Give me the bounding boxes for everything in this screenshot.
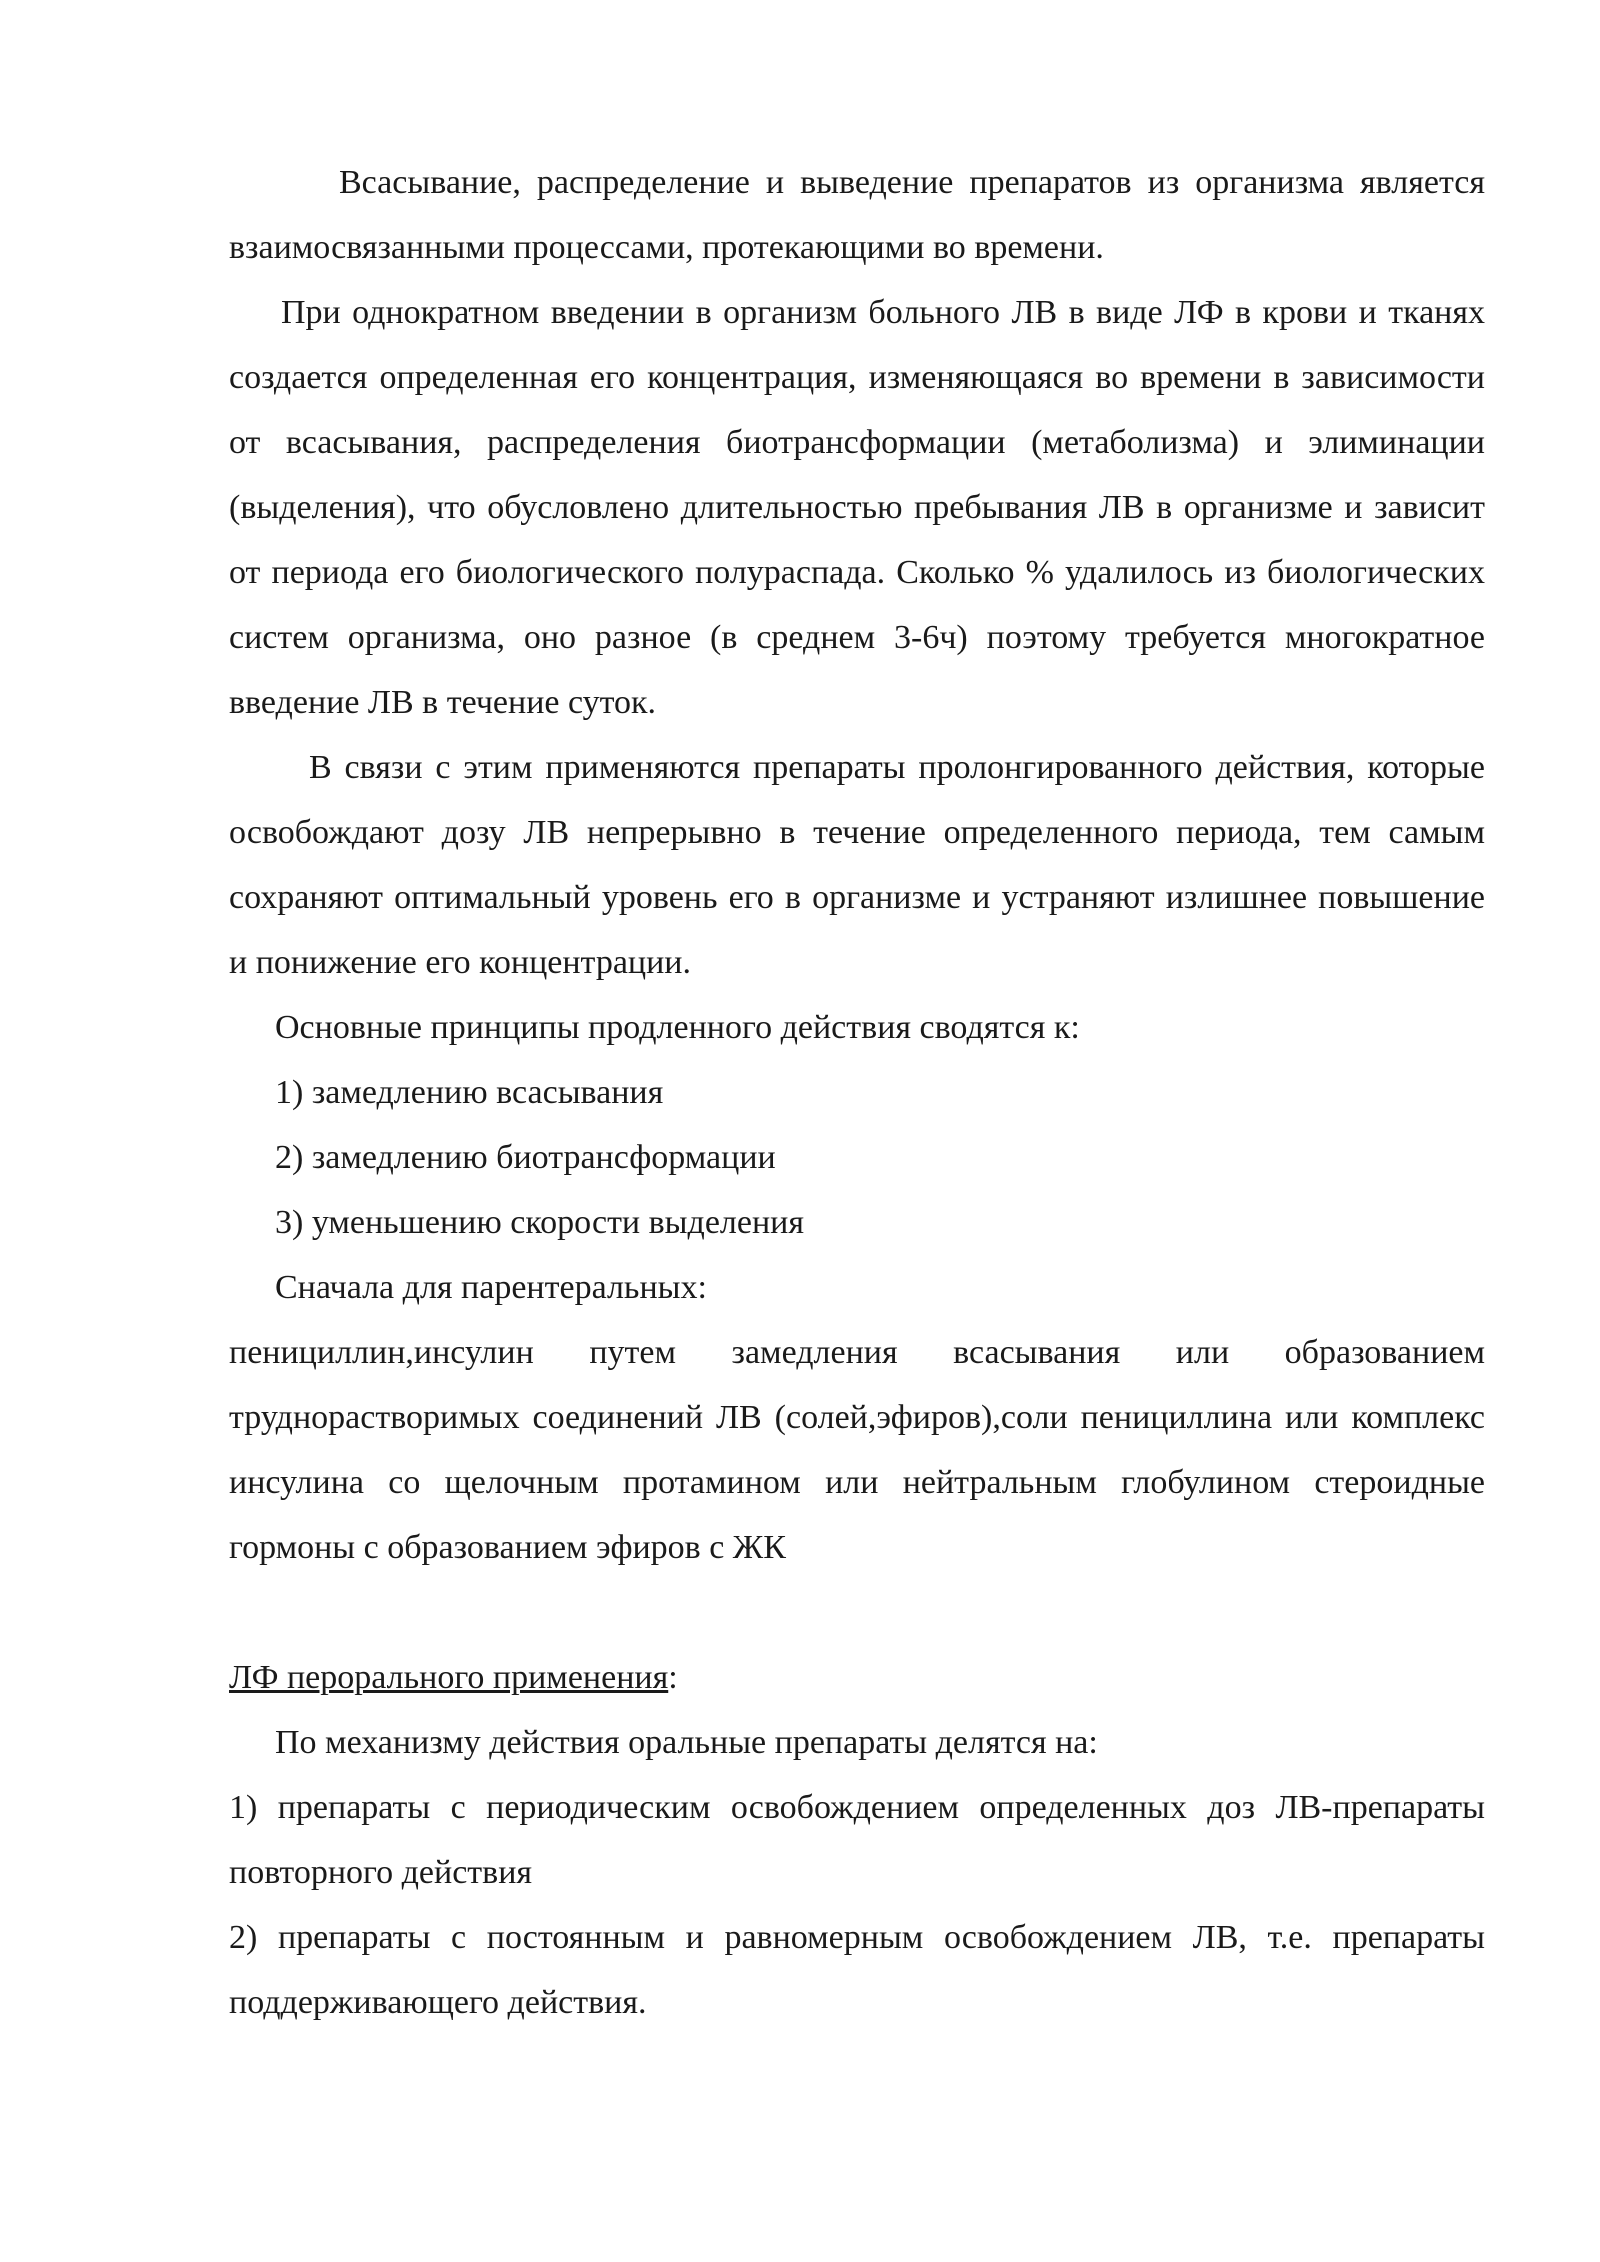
paragraph-prolonged-action: В связи с этим применяются препараты пролонгированного действия, которые освобождают дозу ЛВ непрерывно в течение определенного периода, тем самым сохраняют оптимальный уровень его в организме и устраняют излишнее повышение и понижение его концентрации.: [229, 749, 1485, 981]
blank-line: [229, 1580, 1485, 1645]
principles-intro: Основные принципы продленного действия сводятся к:: [275, 1009, 1080, 1046]
oral-heading-text: ЛФ перорального применения: [229, 1659, 669, 1696]
oral-heading-colon: :: [668, 1659, 678, 1696]
oral-item-2: 2) препараты с постоянным и равномерным освобождением ЛВ, т.е. препараты поддерживающего действия.: [229, 1919, 1485, 2021]
oral-item-1: 1) препараты с периодическим освобождением определенных доз ЛВ-препараты повторного действия: [229, 1789, 1485, 1891]
oral-heading: [229, 1645, 1485, 1710]
principle-item-1: 1) замедлению всасывания: [275, 1074, 664, 1111]
principle-item-3: 3) уменьшению скорости выделения: [275, 1204, 804, 1241]
principle-item-2: 2) замедлению биотрансформации: [275, 1139, 776, 1176]
document-body: [229, 150, 1485, 2035]
parenteral-intro: Сначала для парентеральных:: [275, 1269, 707, 1306]
oral-intro: По механизму действия оральные препараты делятся на:: [275, 1724, 1098, 1761]
paragraph-single-dose: При однократном введении в организм больного ЛВ в виде ЛФ в крови и тканях создается определенная его концентрация, изменяющаяся во времени в зависимости от всасывания, распределения биотрансформации (метаболизма) и элиминации (выделения), что обусловлено длительностью пребывания ЛВ в организме и зависит от периода его биологического полураспада. Сколько % удалилось из биологических систем организма, оно разное (в среднем 3-6ч) поэтому требуется многократное введение ЛВ в течение суток.: [229, 294, 1485, 721]
paragraph-parenteral: пенициллин,инсулин путем замедления всасывания или образованием труднорастворимых соединений ЛВ (солей,эфиров),соли пенициллина или комплекс инсулина со щелочным протамином или нейтральным глобулином стероидные гормоны с образованием эфиров с ЖК: [229, 1334, 1485, 1566]
paragraph-absorption: Всасывание, распределение и выведение препаратов из организма является взаимосвязанными процессами, протекающими во времени.: [229, 164, 1485, 266]
